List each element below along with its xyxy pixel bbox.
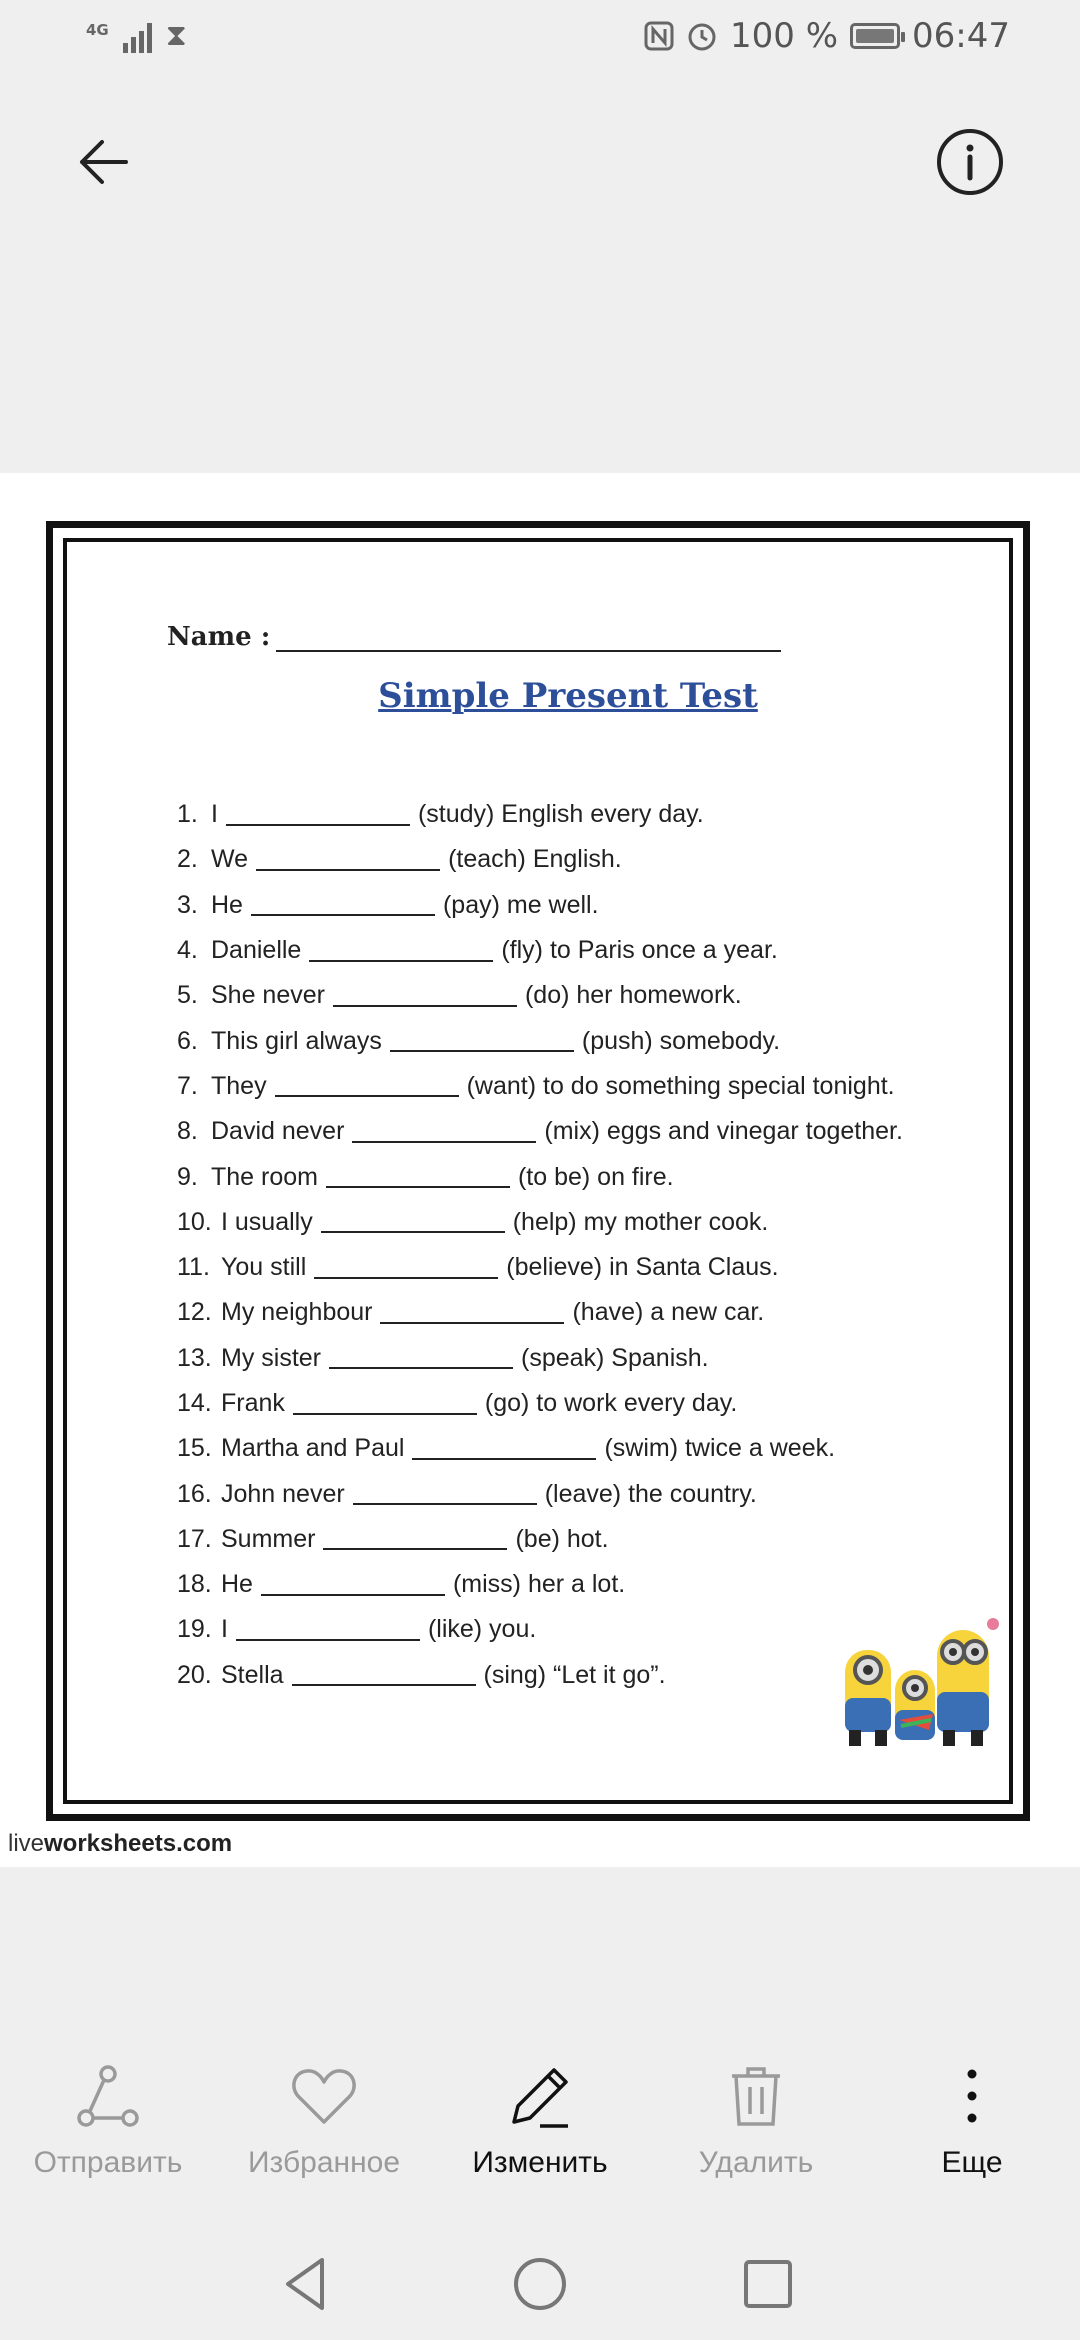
- top-app-bar: [0, 80, 1080, 250]
- question-verb-rest: (be) hot.: [515, 1524, 609, 1553]
- question-number: 18.: [177, 1570, 212, 1599]
- answer-blank: [412, 1438, 596, 1460]
- question-subject: Frank: [221, 1389, 285, 1417]
- share-button[interactable]: [8, 2060, 208, 2180]
- heart-icon: [288, 2060, 360, 2132]
- question-verb-rest: (help) my mother cook.: [512, 1207, 769, 1236]
- question-item: [177, 1018, 903, 1063]
- question-verb-rest: (believe) in Santa Claus.: [506, 1253, 779, 1282]
- question-subject: My neighbour: [221, 1298, 373, 1327]
- favorite-button[interactable]: [224, 2060, 424, 2180]
- question-item: [177, 1517, 903, 1562]
- question-number: 5.: [177, 981, 198, 1010]
- question-subject: Danielle: [211, 936, 302, 965]
- question-number: 11.: [177, 1253, 210, 1282]
- nav-back-icon[interactable]: [276, 2252, 340, 2316]
- answer-blank: [352, 1121, 536, 1143]
- clock: 06:47: [912, 16, 1010, 56]
- edit-button[interactable]: [440, 2060, 640, 2180]
- question-number: 4.: [177, 936, 198, 965]
- trash-icon: [720, 2060, 792, 2132]
- edit-label: Изменить: [472, 2146, 608, 2179]
- question-number: 1.: [177, 800, 198, 829]
- question-verb-rest: (sing) “Let it go”.: [483, 1660, 666, 1689]
- answer-blank: [323, 1528, 507, 1550]
- question-verb-rest: (leave) the country.: [544, 1479, 757, 1508]
- photo-viewer[interactable]: [0, 473, 1080, 1867]
- system-navigation-bar: [0, 2230, 1080, 2340]
- nav-recents-icon[interactable]: [736, 2252, 800, 2316]
- question-item: [177, 883, 903, 928]
- question-subject: I usually: [221, 1207, 313, 1236]
- answer-blank: [275, 1075, 459, 1097]
- question-subject: My sister: [221, 1343, 321, 1372]
- question-verb-rest: (have) a new car.: [572, 1298, 765, 1327]
- question-number: 19.: [177, 1615, 212, 1644]
- question-subject: He: [221, 1570, 253, 1599]
- alarm-icon: [686, 20, 718, 52]
- question-subject: She never: [211, 981, 325, 1010]
- answer-blank: [261, 1574, 445, 1596]
- nfc-icon: [644, 21, 674, 51]
- question-item: [177, 837, 903, 882]
- answer-blank: [309, 940, 493, 962]
- answer-blank: [293, 1393, 477, 1415]
- delete-label: Удалить: [698, 2146, 814, 2179]
- question-number: 7.: [177, 1071, 198, 1100]
- question-item: [177, 1290, 903, 1335]
- question-subject: The room: [211, 1162, 318, 1191]
- question-verb-rest: (teach) English.: [448, 845, 622, 874]
- hourglass-icon: ⧗: [165, 18, 187, 53]
- question-item: [177, 1064, 903, 1109]
- pencil-icon: [504, 2060, 576, 2132]
- question-number: 17.: [177, 1524, 212, 1553]
- name-label: Name :: [167, 622, 271, 652]
- bottom-action-bar: [0, 2060, 1080, 2190]
- question-item: [177, 1426, 903, 1471]
- question-subject: David never: [211, 1117, 345, 1146]
- question-verb-rest: (speak) Spanish.: [521, 1343, 709, 1372]
- name-blank: [276, 626, 781, 652]
- answer-blank: [333, 985, 517, 1007]
- signal-icon: [123, 19, 152, 53]
- answer-blank: [226, 804, 410, 826]
- question-number: 12.: [177, 1298, 212, 1327]
- question-subject: Stella: [221, 1660, 284, 1689]
- question-item: [177, 928, 903, 973]
- question-number: 2.: [177, 845, 198, 874]
- question-item: [177, 1381, 903, 1426]
- question-verb-rest: (pay) me well.: [442, 890, 599, 919]
- question-subject: I: [221, 1615, 228, 1644]
- question-verb-rest: (mix) eggs and vinegar together.: [544, 1117, 903, 1146]
- question-subject: We: [211, 845, 249, 874]
- minions-illustration: [825, 1610, 1025, 1765]
- answer-blank: [314, 1257, 498, 1279]
- question-item: [177, 1200, 903, 1245]
- info-icon[interactable]: [930, 122, 1010, 202]
- question-subject: They: [211, 1071, 267, 1100]
- question-number: 15.: [177, 1434, 212, 1463]
- question-number: 16.: [177, 1479, 212, 1508]
- more-button[interactable]: [872, 2060, 1072, 2180]
- question-item: [177, 1607, 903, 1652]
- question-list: [177, 792, 903, 1698]
- question-subject: He: [211, 890, 243, 919]
- question-subject: John never: [221, 1479, 345, 1508]
- question-item: [177, 1336, 903, 1381]
- name-field: [167, 622, 781, 652]
- question-item: [177, 792, 903, 837]
- question-subject: You still: [221, 1253, 307, 1282]
- question-number: 20.: [177, 1660, 212, 1689]
- answer-blank: [329, 1347, 513, 1369]
- question-verb-rest: (miss) her a lot.: [452, 1570, 626, 1599]
- question-item: [177, 1154, 903, 1199]
- answer-blank: [321, 1211, 505, 1233]
- more-label: Еще: [941, 2146, 1003, 2179]
- answer-blank: [380, 1302, 564, 1324]
- share-icon: [72, 2060, 144, 2132]
- question-number: 9.: [177, 1162, 198, 1191]
- question-item: [177, 1562, 903, 1607]
- nav-home-icon[interactable]: [508, 2252, 572, 2316]
- question-number: 10.: [177, 1207, 212, 1236]
- watermark: liveworksheets.com: [8, 1830, 233, 1857]
- question-item: [177, 973, 903, 1018]
- answer-blank: [236, 1619, 420, 1641]
- back-arrow-icon[interactable]: [66, 122, 146, 202]
- answer-blank: [292, 1664, 476, 1686]
- delete-button[interactable]: [656, 2060, 856, 2180]
- more-vert-icon: [936, 2060, 1008, 2132]
- question-verb-rest: (do) her homework.: [524, 981, 742, 1010]
- status-bar: [0, 0, 1080, 80]
- question-number: 14.: [177, 1389, 212, 1417]
- question-verb-rest: (go) to work every day.: [484, 1389, 738, 1417]
- battery-percent: 100 %: [730, 16, 839, 56]
- answer-blank: [390, 1030, 574, 1052]
- question-item: [177, 1653, 903, 1698]
- question-verb-rest: (push) somebody.: [581, 1026, 781, 1055]
- question-subject: Summer: [221, 1524, 316, 1553]
- network-type: 4G: [86, 20, 109, 39]
- question-number: 13.: [177, 1343, 212, 1372]
- answer-blank: [326, 1166, 510, 1188]
- question-verb-rest: (want) to do something special tonight.: [466, 1071, 895, 1100]
- question-item: [177, 1109, 903, 1154]
- share-label: Отправить: [33, 2146, 183, 2179]
- battery-icon: [850, 23, 900, 49]
- question-verb-rest: (fly) to Paris once a year.: [501, 936, 778, 965]
- question-verb-rest: (swim) twice a week.: [604, 1434, 836, 1463]
- worksheet-title: Simple Present Test: [378, 676, 758, 716]
- question-number: 8.: [177, 1117, 198, 1146]
- question-item: [177, 1471, 903, 1516]
- favorite-label: Избранное: [247, 2146, 401, 2179]
- answer-blank: [251, 894, 435, 916]
- question-verb-rest: (like) you.: [427, 1615, 537, 1644]
- question-subject: Martha and Paul: [221, 1434, 405, 1463]
- answer-blank: [353, 1483, 537, 1505]
- question-item: [177, 1245, 903, 1290]
- question-verb-rest: (study) English every day.: [417, 800, 704, 829]
- question-number: 6.: [177, 1026, 198, 1055]
- question-subject: I: [211, 800, 218, 829]
- answer-blank: [256, 849, 440, 871]
- question-subject: This girl always: [211, 1026, 382, 1055]
- question-verb-rest: (to be) on fire.: [517, 1162, 674, 1191]
- question-number: 3.: [177, 890, 198, 919]
- worksheet-frame: [46, 521, 1030, 1821]
